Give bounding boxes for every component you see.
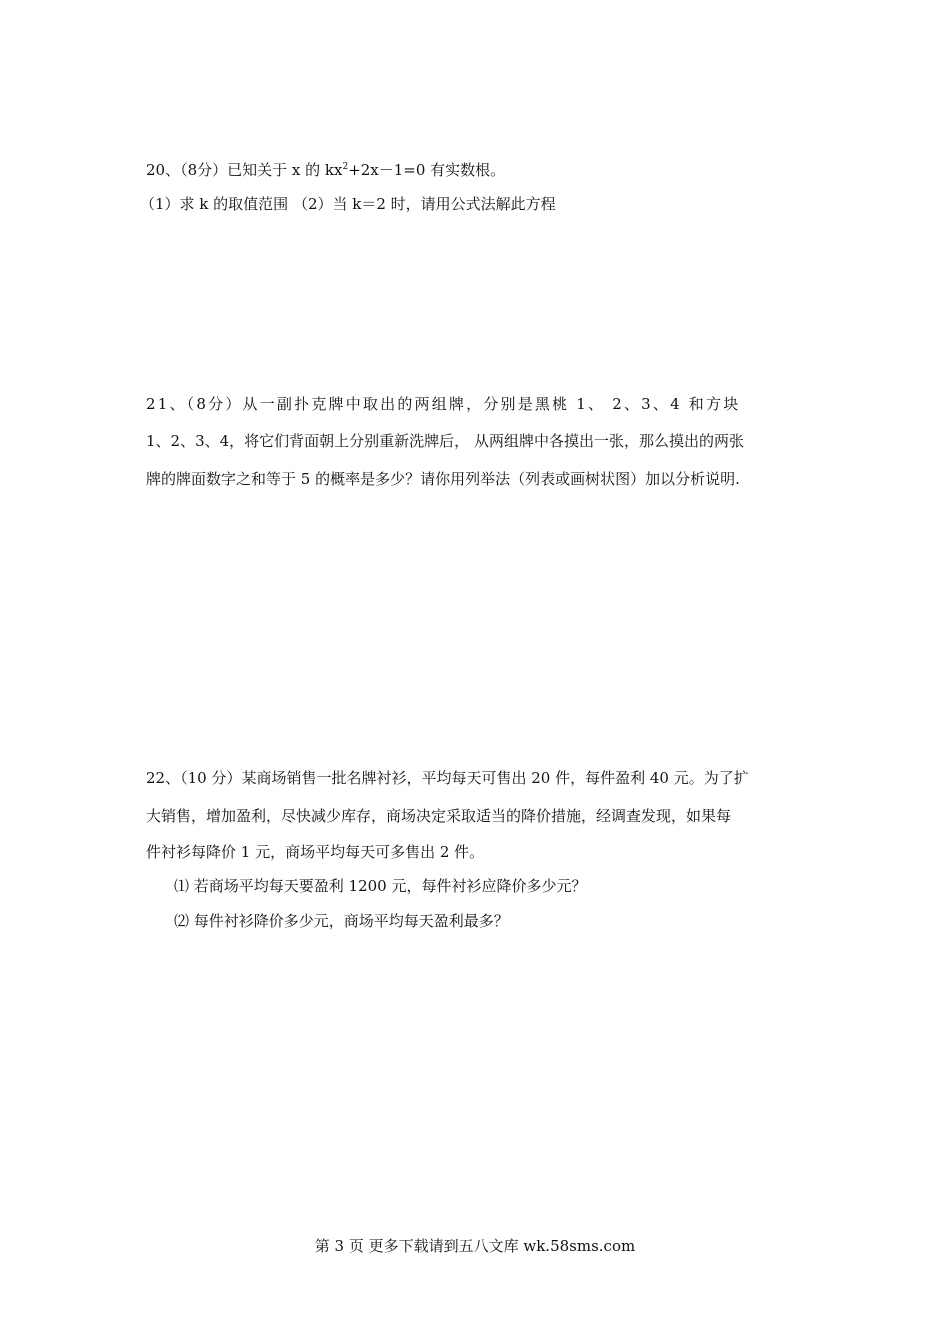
question-21-line-3: 牌的牌面数字之和等于 5 的概率是多少？请你用列举法（列表或画树状图）加以分析说明.	[146, 470, 740, 488]
question-20-exponent: 2	[342, 162, 349, 172]
question-21-line-2: 1、2、3、4，将它们背面朝上分别重新洗牌后， 从两组牌中各摸出一张，那么摸出的两张	[146, 432, 744, 450]
question-22-sub-2: ⑵ 每件衬衫降价多少元，商场平均每天盈利最多？	[174, 912, 509, 930]
page-footer: 第 3 页 更多下载请到五八文库 wk.58sms.com	[314, 1237, 636, 1255]
question-22-line-1: 22、（10 分）某商场销售一批名牌衬衫，平均每天可售出 20 件，每件盈利 40 元。为了扩	[146, 769, 749, 787]
question-20-stem-after: +2x－1=0 有实数根。	[348, 161, 506, 179]
question-21-line-1: 21、（8分）从一副扑克牌中取出的两组牌，分别是黑桃 1、 2、3、4 和方块	[146, 395, 741, 413]
question-22-sub-1: ⑴ 若商场平均每天要盈利 1200 元，每件衬衫应降价多少元？	[174, 877, 587, 895]
question-20-parts: （1）求 k 的取值范围 （2）当 k＝2 时，请用公式法解此方程	[140, 195, 556, 213]
question-22-line-2: 大销售，增加盈利，尽快减少库存，商场决定采取适当的降价措施，经调查发现，如果每	[146, 807, 732, 825]
question-20-stem	[146, 160, 505, 180]
question-22-line-3: 件衬衫每降价 1 元，商场平均每天可多售出 2 件。	[146, 843, 485, 861]
question-20-stem-before: 20、（8分）已知关于 x 的 kx	[146, 161, 343, 179]
